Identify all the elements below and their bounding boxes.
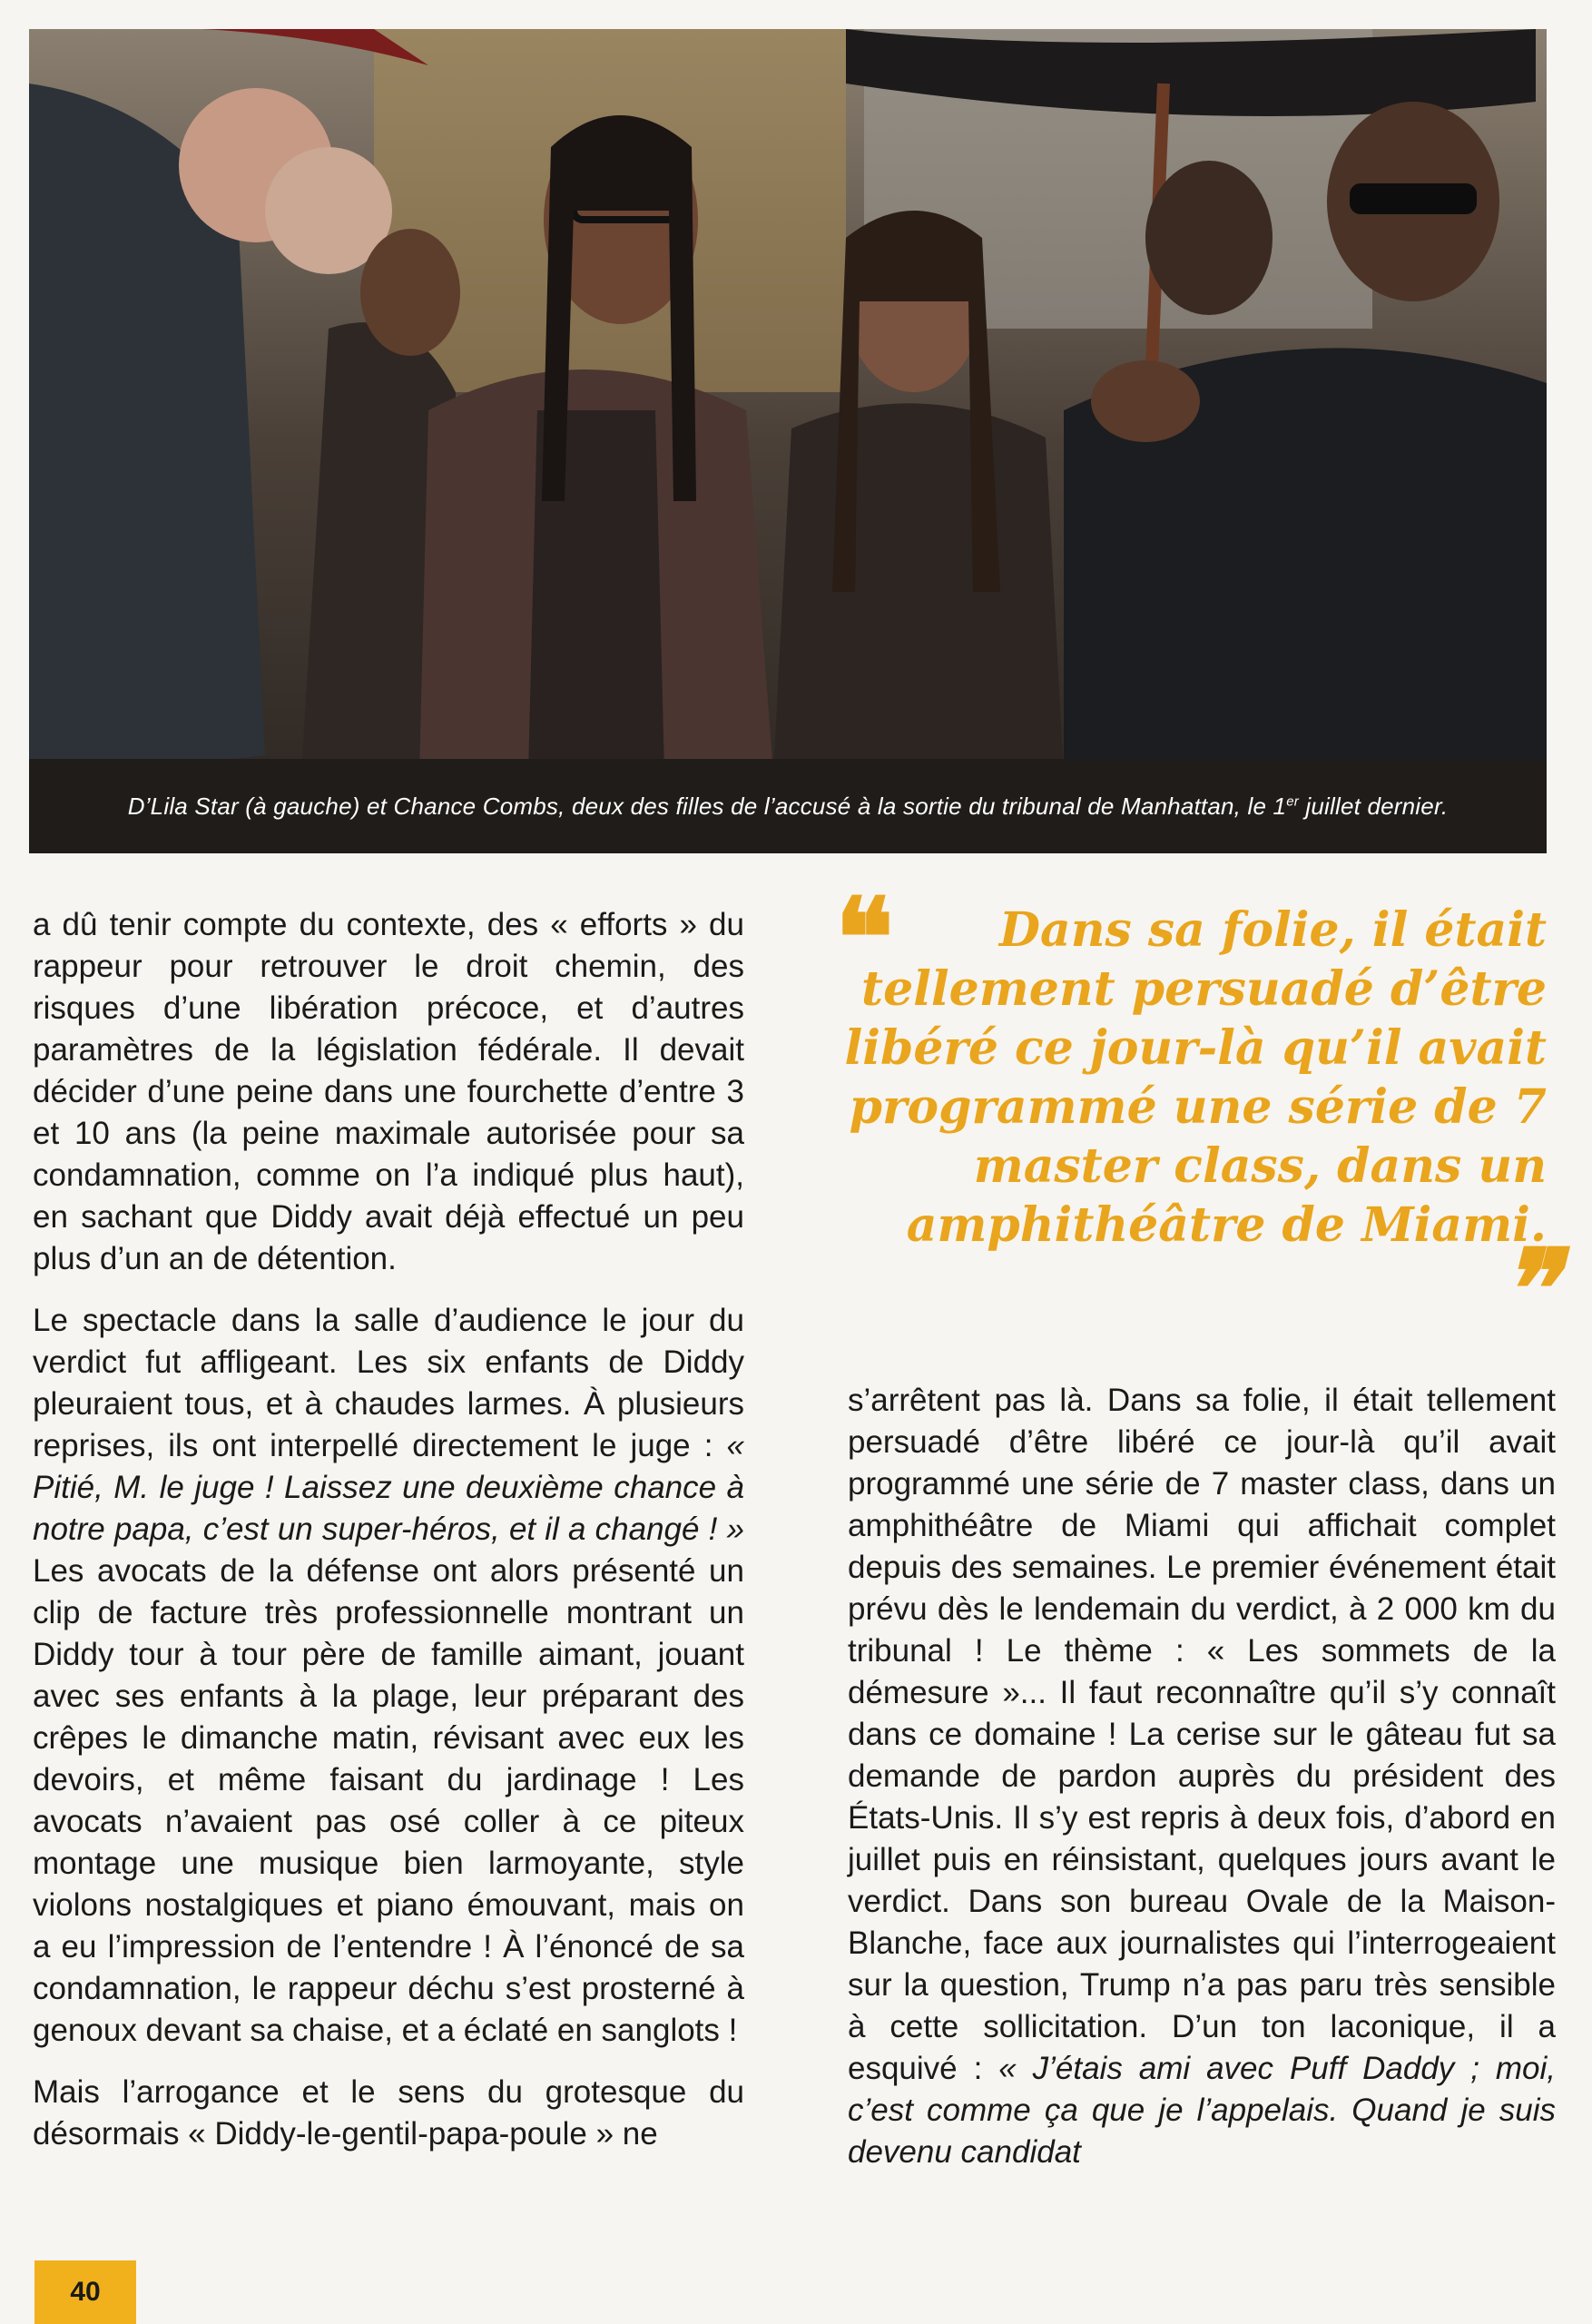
paragraph: a dû tenir compte du contexte, des « efforts » du rappeur pour retrouver le droit chemin, des risques d’une libération précoce, et d’autres paramètres de la législation fédérale. Il devait décider d’une peine dans une fourchette d’entre 3 et 10 ans (la peine maximale autorisée pour sa condamnation, comme on l’a indiqué plus haut), en sachant que Diddy avait déjà effectué un peu plus d’un an de détention. [33, 907, 744, 1276]
page-number: 40 [34, 2260, 136, 2324]
open-quote-icon: ❝ [835, 874, 883, 1002]
paragraph: Mais l’arrogance et le sens du grotesque du désormais « Diddy-le-gentil-papa-poule » ne [33, 2074, 744, 2152]
right-column [848, 1380, 1556, 2193]
pull-quote [835, 874, 1556, 1354]
photo-illustration [29, 29, 1547, 853]
close-quote-icon: ❞ [1499, 1226, 1547, 1354]
left-column [33, 904, 744, 2175]
article-photo [29, 29, 1547, 853]
photo-caption-bar [29, 759, 1547, 853]
children-quote: « Pitié, M. le juge ! Laissez une deuxième chance à notre papa, c’est un super-héros, et il a changé ! » [33, 1428, 744, 1547]
trump-quote: « J’étais ami avec Puff Daddy ; moi, c’est comme ça que je l’appelais. Quand je suis devenu candidat [848, 2051, 1557, 2170]
pull-quote-text: Dans sa folie, il était tellement persuadé d’être libéré ce jour-là qu’il avait programmé une série de 7 master class, dans un amphithéâtre de Miami.❞ [844, 902, 1547, 1354]
paragraph: Le spectacle dans la salle d’audience le jour du verdict fut affligeant. Les six enfants de Diddy pleuraient tous, et à chaudes larmes. À plusieurs reprises, ils ont interpellé directement le juge : « Pitié, M. le juge ! Laissez une deuxième chance à notre papa, c’est un super-héros, et il a changé ! » Les avocats de la défense ont alors présenté un clip de facture très professionnelle montrant un Diddy tour à tour père de famille aimant, jouant avec ses enfants à la plage, leur préparant des crêpes le dimanche matin, révisant avec eux les devoirs, et même faisant du jardinage ! Les avocats n’avaient pas osé coller à ce piteux montage une musique bien larmoyante, style violons nostalgiques et piano émouvant, mais on a eu l’impression de l’entendre ! À l’énoncé de sa condamnation, le rappeur déchu s’est prosterné à genoux devant sa chaise, et a éclaté en sanglots ! [33, 1303, 744, 2048]
photo-caption: D’Lila Star (à gauche) et Chance Combs, deux des filles de l’accusé à la sortie du tribunal de Manhattan, le 1er juillet dernier. [127, 792, 1449, 820]
paragraph: s’arrêtent pas là. Dans sa folie, il était tellement persuadé d’être libéré ce jour-là qu’il avait programmé une série de 7 master class, dans un amphithéâtre de Miami qui affichait complet depuis des semaines. Le premier événement était prévu dès le lendemain du verdict, à 2 000 km du tribunal ! Le thème : « Les sommets de la démesure »... Il faut reconnaître qu’il s’y connaît dans ce domaine ! La cerise sur le gâteau fut sa demande de pardon auprès du président des États-Unis. Il s’y est repris à deux fois, d’abord en juillet puis en réinsistant, quelques jours avant le verdict. Dans son bureau Ovale de la Maison-Blanche, face aux journalistes qui l’interrogeaient sur la question, Trump n’a pas paru très sensible à cette sollicitation. D’un ton laconique, il a esquivé : « J’étais ami avec Puff Daddy ; moi, c’est comme ça que je l’appelais. Quand je suis devenu candidat [848, 1383, 1557, 2170]
